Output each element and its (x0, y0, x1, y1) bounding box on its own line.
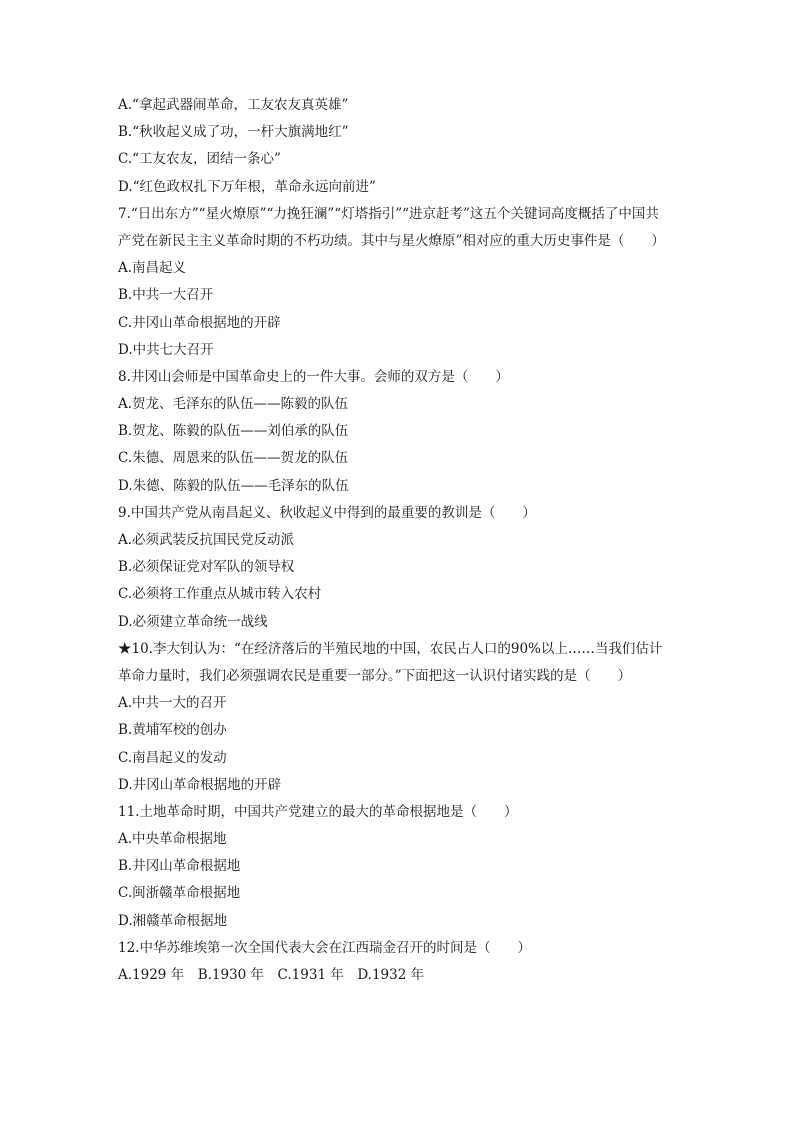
text-line: B.“秋收起义成了功，一杆大旗满地红” (118, 124, 349, 141)
text-line: D.朱德、陈毅的队伍——毛泽东的队伍 (118, 477, 349, 494)
text-line: C.必须将工作重点从城市转入农村 (118, 586, 322, 603)
text-line: C.井冈山革命根据地的开辟 (118, 314, 281, 331)
text-line: A.中央革命根据地 (118, 831, 227, 848)
text-line: 7.“日出东方”“星火燎原”“力挽狂澜”“灯塔指引”“进京赶考”这五个关键词高度概括了中国共 (118, 205, 659, 222)
text-line: B.井冈山革命根据地 (118, 858, 241, 875)
text-line: 革命力量时，我们必须强调农民是重要一部分。”下面把这一认识付诸实践的是（ ） (118, 667, 632, 684)
text-line: D.必须建立革命统一战线 (118, 613, 268, 630)
text-line: B.贺龙、陈毅的队伍——刘伯承的队伍 (118, 423, 349, 440)
text-line: 产党在新民主主义革命时期的不朽功绩。其中与星火燎原”相对应的重大历史事件是（ ） (118, 232, 665, 249)
text-line: B.中共一大召开 (118, 287, 214, 304)
text-line: B.黄埔军校的创办 (118, 722, 227, 739)
text-line: 12.中华苏维埃第一次全国代表大会在江西瑞金召开的时间是（ ） (118, 939, 531, 956)
text-line: A.中共一大的召开 (118, 695, 227, 712)
text-line: B.必须保证党对军队的领导权 (118, 559, 295, 576)
text-line: A.1929 年 B.1930 年 C.1931 年 D.1932 年 (118, 967, 425, 983)
text-line: 11.土地革命时期，中国共产党建立的最大的革命根据地是（ ） (118, 803, 518, 820)
text-line: ★10.李大钊认为：“在经济落后的半殖民地的中国，农民占人口的90%以上……当我们估计 (118, 640, 663, 657)
text-line: C.闽浙赣革命根据地 (118, 885, 241, 902)
text-line: A.南昌起义 (118, 260, 187, 277)
text-line: 9.中国共产党从南昌起义、秋收起义中得到的最重要的教训是（ ） (118, 504, 536, 521)
text-line: A.贺龙、毛泽东的队伍——陈毅的队伍 (118, 396, 349, 413)
text-line: D.湘赣革命根据地 (118, 912, 228, 929)
text-line: D.“红色政权扎下万年根，革命永远向前进” (118, 178, 376, 195)
text-line: 8.井冈山会师是中国革命史上的一件大事。会师的双方是（ ） (118, 368, 509, 385)
text-line: A.“拿起武器闹革命，工友农友真英雄” (118, 97, 349, 113)
text-line: D.中共七大召开 (118, 341, 214, 358)
text-line: A.必须武装反抗国民党反动派 (118, 532, 295, 548)
document-body (118, 92, 688, 989)
text-line: C.“工友农友，团结一条心” (118, 151, 281, 168)
text-line: C.南昌起义的发动 (118, 749, 227, 766)
text-line: C.朱德、周恩来的队伍——贺龙的队伍 (118, 450, 349, 467)
text-line: D.井冈山革命根据地的开辟 (118, 776, 282, 793)
